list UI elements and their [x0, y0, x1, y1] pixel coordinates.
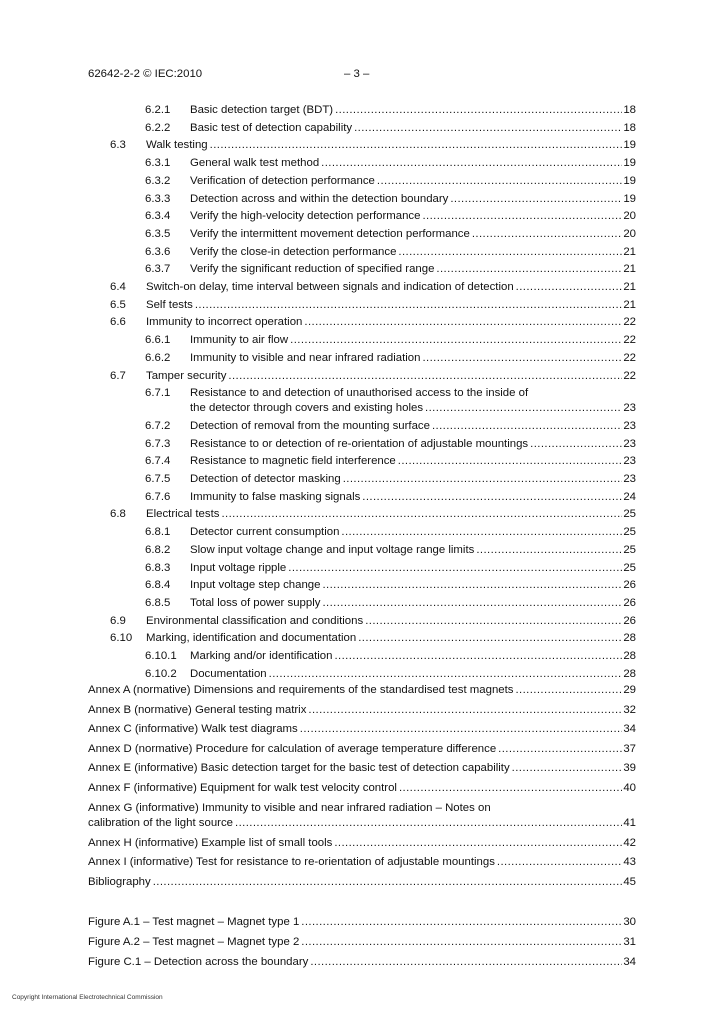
toc-entry-number: 6.8.1	[145, 526, 171, 539]
dot-leader	[301, 914, 622, 930]
toc-entry-title: Marking and/or identification	[190, 650, 333, 662]
toc-page-number: 19	[623, 192, 636, 205]
toc-page-number: 30	[623, 916, 636, 928]
annex-entry-first-line: Annex G (informative) Immunity to visible and near infrared radiation – Notes on	[88, 801, 491, 814]
toc-entry[interactable]	[145, 244, 636, 260]
toc-entry-title: Input voltage step change	[190, 579, 321, 592]
dot-leader	[334, 648, 622, 664]
toc-entry-title: Slow input voltage change and input voltage range limits	[190, 543, 475, 556]
toc-entry-title: Immunity to air flow	[190, 334, 289, 347]
annex-entry[interactable]	[88, 682, 636, 698]
toc-entry-title: Resistance to magnetic field interference	[190, 455, 396, 468]
toc-page-number: 19	[623, 157, 636, 170]
toc-entry-number: 6.7.2	[145, 419, 171, 432]
toc-entry[interactable]	[145, 102, 636, 118]
toc-entry-title: Total loss of power supply	[190, 596, 321, 609]
toc-entry-title: Environmental classification and conditions	[146, 614, 364, 627]
toc-entry-title: calibration of the light source	[88, 817, 233, 830]
toc-entry-number: 6.3.6	[145, 245, 171, 258]
dot-leader	[399, 780, 622, 796]
toc-entry-title: Detection of removal from the mounting surface	[190, 419, 430, 432]
toc-page-number: 23	[623, 473, 636, 485]
toc-page-number: 24	[623, 490, 636, 503]
dot-leader	[269, 666, 623, 682]
toc-entry-title: Tamper security	[146, 369, 227, 382]
toc-entry-title: Immunity to false masking signals	[190, 490, 361, 503]
toc-page-number: 23	[623, 419, 636, 432]
toc-entry-title: Walk testing	[146, 139, 208, 152]
annex-entry[interactable]	[88, 760, 636, 776]
toc-page-number: 28	[623, 650, 636, 662]
toc-page-number: 25	[623, 526, 636, 539]
toc-entry-number: 6.10.2	[145, 667, 177, 680]
toc-entry-number: 6.7.6	[145, 490, 171, 503]
toc-entry[interactable]	[110, 630, 636, 646]
toc-entry-number: 6.10	[110, 632, 133, 645]
dot-leader	[530, 436, 622, 452]
dot-leader	[288, 560, 622, 576]
toc-entry[interactable]	[110, 613, 636, 629]
toc-entry[interactable]	[110, 297, 636, 313]
toc-entry[interactable]	[145, 436, 636, 452]
toc-entry[interactable]	[145, 666, 636, 682]
toc-page-number: 21	[623, 281, 636, 293]
dot-leader	[322, 595, 622, 611]
toc-entry[interactable]	[145, 471, 636, 487]
toc-entry-number: 6.3.1	[145, 157, 171, 170]
toc-page-number: 25	[623, 508, 636, 521]
toc-entry-title: Detection of detector masking	[190, 473, 341, 485]
toc-entry-title: Basic test of detection capability	[190, 121, 353, 134]
toc-page-number: 37	[623, 742, 636, 755]
toc-page-number: 31	[623, 936, 636, 948]
toc-entry-title: Annex F (informative) Equipment for walk test velocity control	[88, 782, 397, 794]
standard-reference: 62642-2-2 © IEC:2010	[88, 68, 203, 80]
toc-entry-number: 6.6.1	[145, 334, 171, 347]
toc-page-number: 18	[623, 121, 636, 134]
toc-entry[interactable]	[145, 226, 636, 242]
toc-entry-number: 6.8.3	[145, 561, 171, 574]
dot-leader	[300, 721, 623, 737]
toc-entry-title: Annex E (informative) Basic detection target for the basic test of detection capability	[88, 762, 510, 775]
dot-leader	[321, 155, 622, 171]
toc-page-number: 21	[623, 245, 636, 258]
dot-leader	[398, 453, 623, 469]
toc-entry-number: 6.5	[110, 298, 126, 311]
toc-entry-title: the detector through covers and existing holes	[190, 402, 424, 415]
toc-entry[interactable]	[145, 191, 636, 207]
toc-entry-title: Detector current consumption	[190, 526, 340, 539]
toc-entry-number: 6.7.5	[145, 473, 171, 485]
dot-leader	[304, 314, 622, 330]
toc-entry[interactable]	[145, 332, 636, 348]
toc-entry[interactable]	[145, 489, 636, 505]
toc-entry[interactable]	[145, 120, 636, 136]
annex-entry[interactable]	[88, 835, 636, 851]
toc-entry-number: 6.9	[110, 614, 126, 627]
toc-entry-number: 6.3.3	[145, 192, 171, 205]
toc-entry-title: Annex D (normative) Procedure for calculation of average temperature difference	[88, 742, 497, 755]
dot-leader	[498, 741, 622, 757]
annex-entry[interactable]	[88, 854, 636, 870]
dot-leader	[512, 760, 623, 776]
dot-leader	[221, 506, 622, 522]
toc-page-number: 45	[623, 875, 636, 888]
toc-entry-title: General walk test method	[190, 157, 320, 170]
toc-entry-number: 6.7.1	[145, 387, 171, 400]
toc-entry-number: 6.4	[110, 281, 126, 293]
toc-entry[interactable]	[110, 368, 636, 384]
toc-page-number: 26	[623, 596, 636, 609]
figure-list-entry[interactable]	[88, 914, 636, 930]
toc-entry-title: Resistance to and detection of unauthorised access to the inside of	[190, 387, 529, 400]
toc-entry-title: Marking, identification and documentation	[146, 632, 357, 645]
toc-entry-title: Immunity to visible and near infrared radiation	[190, 351, 421, 364]
toc-entry-number: 6.3.7	[145, 263, 171, 276]
dot-leader	[301, 934, 622, 950]
dot-leader	[308, 702, 622, 718]
toc-entry-title: Self tests	[146, 298, 193, 311]
toc-entry-number: 6.8.2	[145, 543, 171, 556]
toc-page-number: 23	[623, 437, 636, 450]
dot-leader	[354, 120, 622, 136]
toc-entry[interactable]	[110, 137, 636, 153]
toc-page-number: 22	[623, 369, 636, 382]
annex-entry[interactable]	[88, 874, 636, 890]
dot-leader	[228, 368, 622, 384]
toc-page-number: 39	[623, 762, 636, 775]
dot-leader	[422, 350, 622, 366]
toc-entry[interactable]	[145, 208, 636, 224]
toc-entry-title: Figure A.1 – Test magnet – Magnet type 1	[88, 916, 300, 928]
toc-page-number: 41	[623, 817, 636, 830]
toc-entry-title: Basic detection target (BDT)	[190, 104, 334, 116]
dot-leader	[235, 815, 622, 831]
dot-leader	[195, 297, 622, 313]
annex-entry[interactable]	[88, 741, 636, 757]
toc-entry-number: 6.8	[110, 508, 126, 521]
toc-entry[interactable]	[145, 418, 636, 434]
toc-entry-number: 6.3.5	[145, 227, 171, 240]
toc-entry[interactable]	[145, 648, 636, 664]
toc-entry-title: Resistance to or detection of re-orientation of adjustable mountings	[190, 437, 529, 450]
toc-entry-title: Electrical tests	[146, 508, 220, 521]
figure-list-entry[interactable]	[88, 934, 636, 950]
toc-entry-number: 6.2.1	[145, 104, 171, 116]
toc-entry-title: Verify the intermittent movement detection performance	[190, 227, 470, 240]
toc-entry-title: Verification of detection performance	[190, 174, 375, 187]
dot-leader	[341, 524, 622, 540]
toc-entry-title: Verify the close-in detection performance	[190, 245, 397, 258]
toc-entry[interactable]	[145, 173, 636, 189]
toc-page-number: 43	[623, 856, 636, 869]
dot-leader	[322, 577, 622, 593]
toc-page-number: 20	[623, 227, 636, 240]
dot-leader	[362, 489, 622, 505]
toc-entry-title: Detection across and within the detection boundary	[190, 192, 449, 205]
toc-entry[interactable]	[110, 506, 636, 522]
toc-entry-title: Bibliography	[88, 875, 151, 888]
toc-page-number: 23	[623, 455, 636, 468]
toc-entry-title: Verify the high-velocity detection performance	[190, 210, 421, 223]
toc-page-number: 21	[623, 298, 636, 311]
toc-entry[interactable]	[145, 350, 636, 366]
toc-page-number: 25	[623, 543, 636, 556]
dot-leader	[432, 418, 622, 434]
toc-page-number: 18	[623, 104, 636, 116]
toc-entry-title: Figure A.2 – Test magnet – Magnet type 2	[88, 936, 300, 948]
toc-page-number: 22	[623, 351, 636, 364]
toc-entry-title: Switch-on delay, time interval between signals and indication of detection	[146, 281, 514, 293]
dot-leader	[358, 630, 622, 646]
dot-leader	[450, 191, 622, 207]
toc-entry-number: 6.6	[110, 316, 126, 329]
toc-page-number: 32	[623, 703, 636, 716]
toc-entry[interactable]	[145, 560, 636, 576]
toc-page-number: 26	[623, 579, 636, 592]
toc-page-number: 34	[623, 723, 636, 736]
toc-entry[interactable]	[145, 261, 636, 277]
dot-leader	[334, 835, 622, 851]
copyright-footer: Copyright International Electrotechnical Commission	[12, 994, 163, 1001]
toc-entry-multiline[interactable]	[145, 385, 528, 401]
dot-leader	[497, 854, 622, 870]
toc-page-number: 21	[623, 263, 636, 276]
toc-entry-number: 6.3	[110, 139, 126, 152]
toc-page-number: 26	[623, 614, 636, 627]
dot-leader	[436, 261, 622, 277]
toc-entry-number: 6.3.4	[145, 210, 171, 223]
toc-entry[interactable]	[145, 453, 636, 469]
toc-page-number: 20	[623, 210, 636, 223]
annex-entry[interactable]	[88, 721, 636, 737]
dot-leader	[398, 244, 622, 260]
dot-leader	[516, 279, 623, 295]
toc-entry-title: Annex C (informative) Walk test diagrams	[88, 723, 298, 736]
toc-entry-number: 6.7.4	[145, 455, 171, 468]
toc-page-number: 28	[623, 632, 636, 645]
dot-leader	[290, 332, 622, 348]
toc-entry-number: 6.8.5	[145, 596, 171, 609]
dot-leader	[335, 102, 622, 118]
dot-leader	[210, 137, 623, 153]
toc-entry-continuation[interactable]	[190, 400, 636, 416]
dot-leader	[153, 874, 623, 890]
toc-entry[interactable]	[110, 279, 636, 295]
dot-leader	[515, 682, 622, 698]
toc-page-number: 29	[623, 684, 636, 696]
dot-leader	[365, 613, 622, 629]
toc-entry-title: Figure C.1 – Detection across the boundary	[88, 956, 309, 968]
toc-page-number: 34	[623, 956, 636, 968]
toc-entry-title: Verify the significant reduction of specified range	[190, 263, 435, 276]
toc-entry-number: 6.3.2	[145, 174, 171, 187]
toc-entry-title: Annex B (normative) General testing matrix	[88, 703, 307, 716]
toc-page-number: 22	[623, 334, 636, 347]
toc-entry-title: Annex I (informative) Test for resistance to re-orientation of adjustable mountings	[88, 856, 495, 869]
annex-entry[interactable]	[88, 780, 636, 796]
toc-entry-title: Annex H (informative) Example list of small tools	[88, 836, 333, 849]
dot-leader	[476, 542, 622, 558]
dot-leader	[472, 226, 622, 242]
toc-entry[interactable]	[145, 524, 636, 540]
toc-entry[interactable]	[110, 314, 636, 330]
figure-list-entry[interactable]	[88, 954, 636, 970]
toc-entry-title: Documentation	[190, 667, 267, 680]
dot-leader	[343, 471, 623, 487]
toc-entry-number: 6.7.3	[145, 437, 171, 450]
dot-leader	[422, 208, 622, 224]
toc-page-number: 28	[623, 667, 636, 680]
toc-entry[interactable]	[145, 155, 636, 171]
toc-page-number: 25	[623, 561, 636, 574]
toc-page-number: 40	[623, 782, 636, 794]
dot-leader	[377, 173, 622, 189]
toc-entry-number: 6.2.2	[145, 121, 171, 134]
toc-entry-number: 6.7	[110, 369, 126, 382]
dot-leader	[310, 954, 622, 970]
toc-page-number: 19	[623, 174, 636, 187]
dot-leader	[425, 400, 622, 416]
toc-entry-number: 6.6.2	[145, 351, 171, 364]
toc-entry-title: Immunity to incorrect operation	[146, 316, 303, 329]
page-number: – 3 –	[344, 68, 370, 80]
toc-entry[interactable]	[145, 595, 636, 611]
toc-entry[interactable]	[145, 577, 636, 593]
toc-entry-title: Input voltage ripple	[190, 561, 287, 574]
toc-entry[interactable]	[145, 542, 636, 558]
annex-entry[interactable]	[88, 702, 636, 718]
toc-page-number: 22	[623, 316, 636, 329]
toc-page-number: 19	[623, 139, 636, 152]
toc-entry-number: 6.8.4	[145, 579, 171, 592]
toc-page-number: 42	[623, 836, 636, 849]
toc-entry-number: 6.10.1	[145, 650, 177, 662]
toc-entry-title: Annex A (normative) Dimensions and requirements of the standardised test magnets	[88, 684, 514, 696]
annex-entry[interactable]	[88, 815, 636, 831]
toc-page-number: 23	[623, 402, 636, 415]
